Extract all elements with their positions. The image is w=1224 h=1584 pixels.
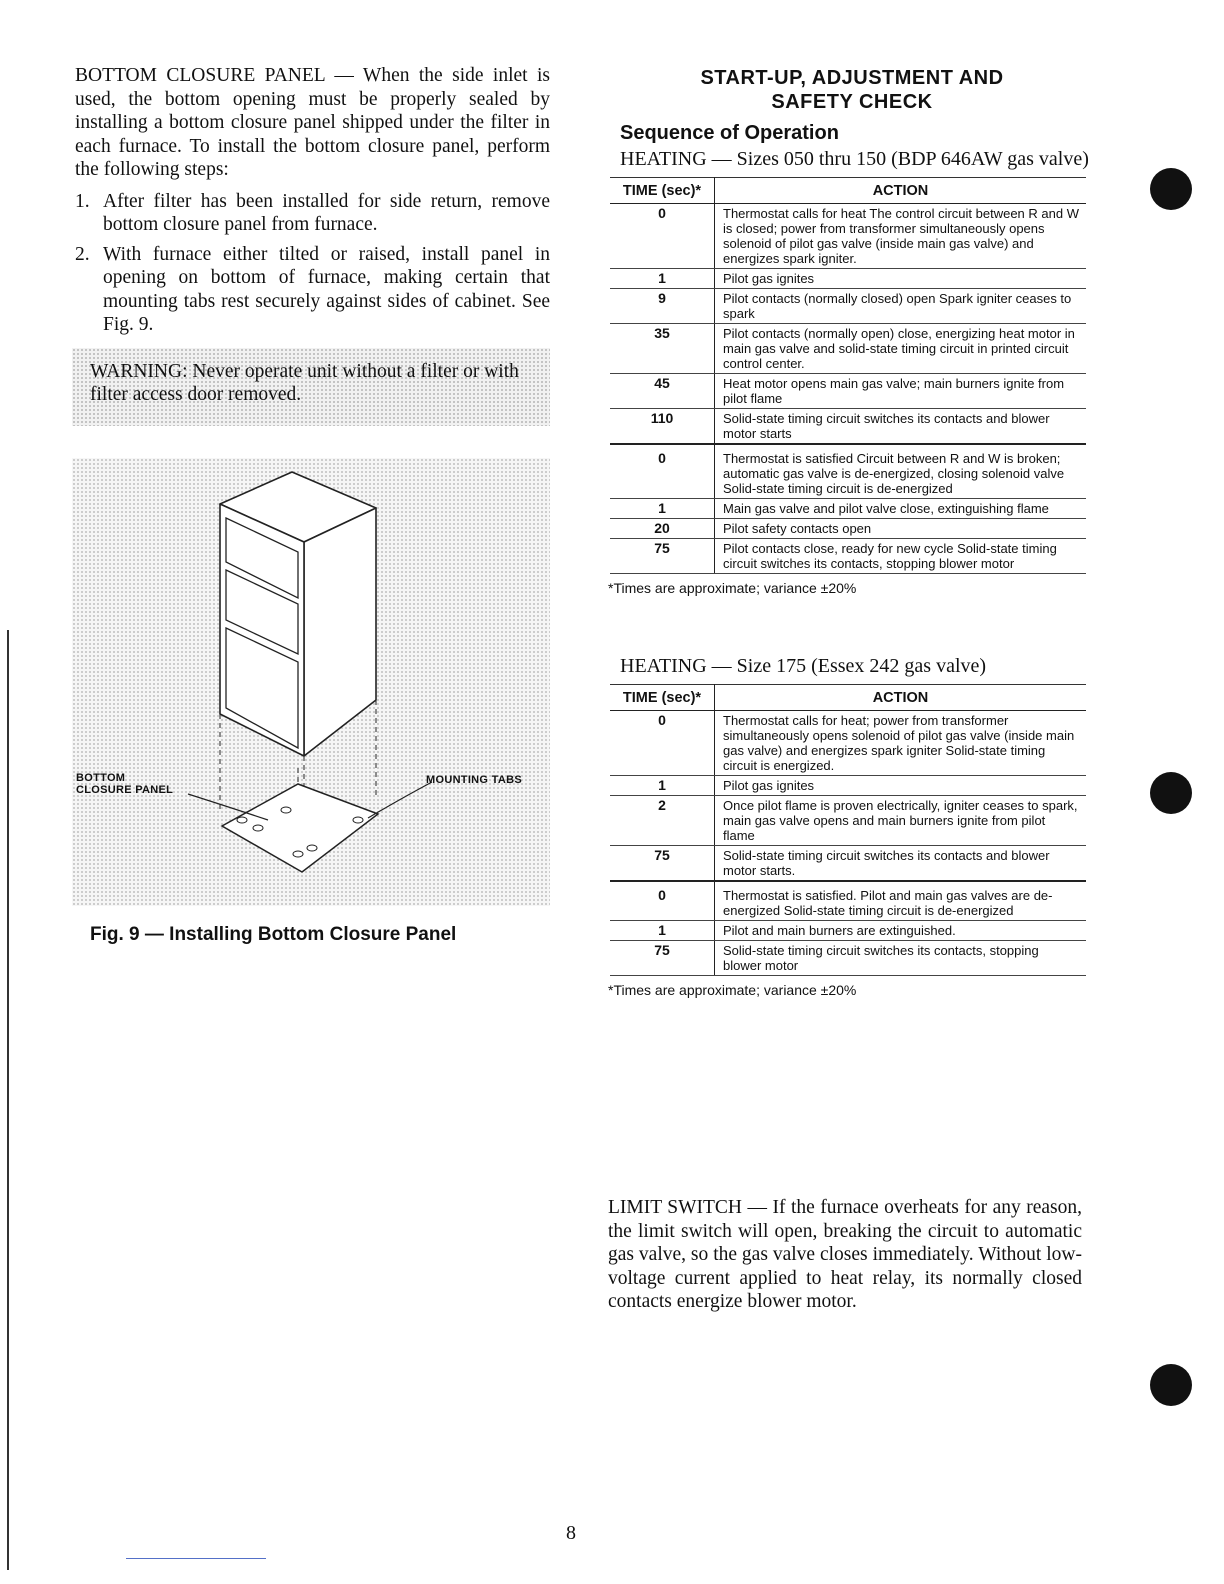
table-footnote: *Times are approximate; variance ±20% <box>608 982 857 998</box>
bottom-closure-panel-shape <box>222 784 378 872</box>
action-cell: Thermostat is satisfied. Pilot and main gas valves are de-energized Solid-state timing circuit is de-energized <box>715 881 1087 921</box>
action-cell: Main gas valve and pilot valve close, extinguishing flame <box>715 499 1087 519</box>
table-row <box>610 324 1086 374</box>
warning-text: WARNING: Never operate unit without a filter or with filter access door removed. <box>90 361 519 405</box>
step-number: 2. <box>75 243 90 265</box>
table-row <box>610 941 1086 976</box>
action-cell: Solid-state timing circuit switches its contacts and blower motor starts. <box>715 846 1087 882</box>
margin-bullet <box>1150 168 1192 210</box>
time-cell: 110 <box>610 409 715 445</box>
section-title-line: SAFETY CHECK <box>771 91 933 113</box>
time-cell: 1 <box>610 499 715 519</box>
col-header-action: ACTION <box>715 178 1087 204</box>
time-cell: 1 <box>610 921 715 941</box>
bottom-closure-paragraph: BOTTOM CLOSURE PANEL — When the side inlet is used, the bottom opening must be properly sealed by installing a bottom closure panel shipped under the filter in each furnace. To install the bottom closure panel, perform the following steps: <box>75 65 550 180</box>
action-cell: Thermostat calls for heat; power from transformer simultaneously opens solenoid of pilot gas valve (inside main gas valve) and energizes spark igniter Solid-state timing circuit is energized. <box>715 711 1087 776</box>
table-row <box>610 409 1086 445</box>
time-cell: 0 <box>610 444 715 499</box>
time-cell: 45 <box>610 374 715 409</box>
callout-line: CLOSURE PANEL <box>76 784 174 796</box>
time-cell: 75 <box>610 846 715 882</box>
time-cell: 0 <box>610 881 715 921</box>
leader-line <box>368 782 432 818</box>
table-row <box>610 711 1086 776</box>
action-cell: Pilot contacts (normally open) close, energizing heat motor in main gas valve and solid-state timing circuit in printed circuit control center. <box>715 324 1087 374</box>
table-row <box>610 269 1086 289</box>
table-header-row <box>610 178 1086 204</box>
table-row <box>610 846 1086 882</box>
list-item <box>75 190 550 237</box>
table-body <box>610 204 1086 574</box>
furnace-side-face <box>304 508 376 756</box>
figure-9 <box>72 458 550 906</box>
time-cell: 0 <box>610 711 715 776</box>
mounting-tabs-callout: MOUNTING TABS <box>426 774 522 786</box>
table-row <box>610 374 1086 409</box>
time-cell: 0 <box>610 204 715 269</box>
subsection-title: Sequence of Operation <box>620 122 839 144</box>
table-row <box>610 539 1086 574</box>
warning-box <box>72 348 550 426</box>
margin-bullet <box>1150 1364 1192 1406</box>
table-row <box>610 921 1086 941</box>
time-cell: 35 <box>610 324 715 374</box>
heating-title-050-150: HEATING — Sizes 050 thru 150 (BDP 646AW gas valve) <box>620 148 1089 170</box>
scan-edge-line <box>7 630 9 1570</box>
install-steps-list <box>75 190 550 337</box>
table-row <box>610 776 1086 796</box>
scan-artifact-line <box>126 1558 266 1559</box>
step-number: 1. <box>75 190 90 212</box>
table-row <box>610 499 1086 519</box>
time-cell: 1 <box>610 269 715 289</box>
figure-caption: Fig. 9 — Installing Bottom Closure Panel <box>90 924 457 945</box>
table-row <box>610 444 1086 499</box>
time-cell: 75 <box>610 941 715 976</box>
list-item <box>75 243 550 337</box>
bottom-closure-callout <box>76 772 173 796</box>
sequence-table-175 <box>610 684 1086 976</box>
action-cell: Pilot safety contacts open <box>715 519 1087 539</box>
col-header-action: ACTION <box>715 685 1087 711</box>
page-number: 8 <box>566 1522 576 1544</box>
sequence-table-050-150 <box>610 177 1086 574</box>
step-text: With furnace either tilted or raised, install panel in opening on bottom of furnace, making certain that mounting tabs rest securely against sides of cabinet. See Fig. 9. <box>103 243 550 335</box>
table-body <box>610 711 1086 976</box>
action-cell: Pilot contacts close, ready for new cycle Solid-state timing circuit switches its contacts, stopping blower motor <box>715 539 1087 574</box>
right-column <box>608 66 1096 998</box>
action-cell: Pilot gas ignites <box>715 269 1087 289</box>
time-cell: 1 <box>610 776 715 796</box>
section-title <box>608 66 1096 114</box>
action-cell: Thermostat calls for heat The control circuit between R and W is closed; power from transformer simultaneously opens solenoid of pilot gas valve (inside main gas valve) and energizes spark igniter. <box>715 204 1087 269</box>
action-cell: Solid-state timing circuit switches its contacts and blower motor starts <box>715 409 1087 445</box>
furnace-illustration <box>72 458 550 906</box>
table-row <box>610 204 1086 269</box>
time-cell: 20 <box>610 519 715 539</box>
action-cell: Solid-state timing circuit switches its contacts, stopping blower motor <box>715 941 1087 976</box>
col-header-time: TIME (sec)* <box>610 685 715 711</box>
action-cell: Once pilot flame is proven electrically, igniter ceases to spark, main gas valve opens and main burners ignite from pilot flame <box>715 796 1087 846</box>
heating-title-175: HEATING — Size 175 (Essex 242 gas valve) <box>620 655 987 677</box>
action-cell: Pilot and main burners are extinguished. <box>715 921 1087 941</box>
section-title-line: START-UP, ADJUSTMENT AND <box>700 67 1004 89</box>
action-cell: Pilot contacts (normally closed) open Spark igniter ceases to spark <box>715 289 1087 324</box>
time-cell: 75 <box>610 539 715 574</box>
col-header-time: TIME (sec)* <box>610 178 715 204</box>
time-cell: 2 <box>610 796 715 846</box>
limit-switch-paragraph: LIMIT SWITCH — If the furnace overheats for any reason, the limit switch will open, breaking the circuit to automatic gas valve, so the gas valve closes immediately. Without low-voltage current applied to heat relay, its normally closed contacts energize blower motor. <box>608 1197 1082 1312</box>
table-row <box>610 796 1086 846</box>
table-footnote: *Times are approximate; variance ±20% <box>608 580 857 596</box>
action-cell: Heat motor opens main gas valve; main burners ignite from pilot flame <box>715 374 1087 409</box>
table-header-row <box>610 685 1086 711</box>
action-cell: Thermostat is satisfied Circuit between R and W is broken; automatic gas valve is de-energized, closing solenoid valve Solid-state timing circuit is de-energized <box>715 444 1087 499</box>
table-row <box>610 881 1086 921</box>
time-cell: 9 <box>610 289 715 324</box>
table-row <box>610 519 1086 539</box>
table-row <box>610 289 1086 324</box>
step-text: After filter has been installed for side return, remove bottom closure panel from furnace. <box>103 190 550 235</box>
left-column <box>75 64 550 343</box>
action-cell: Pilot gas ignites <box>715 776 1087 796</box>
margin-bullet <box>1150 772 1192 814</box>
callout-line: BOTTOM <box>76 772 126 784</box>
